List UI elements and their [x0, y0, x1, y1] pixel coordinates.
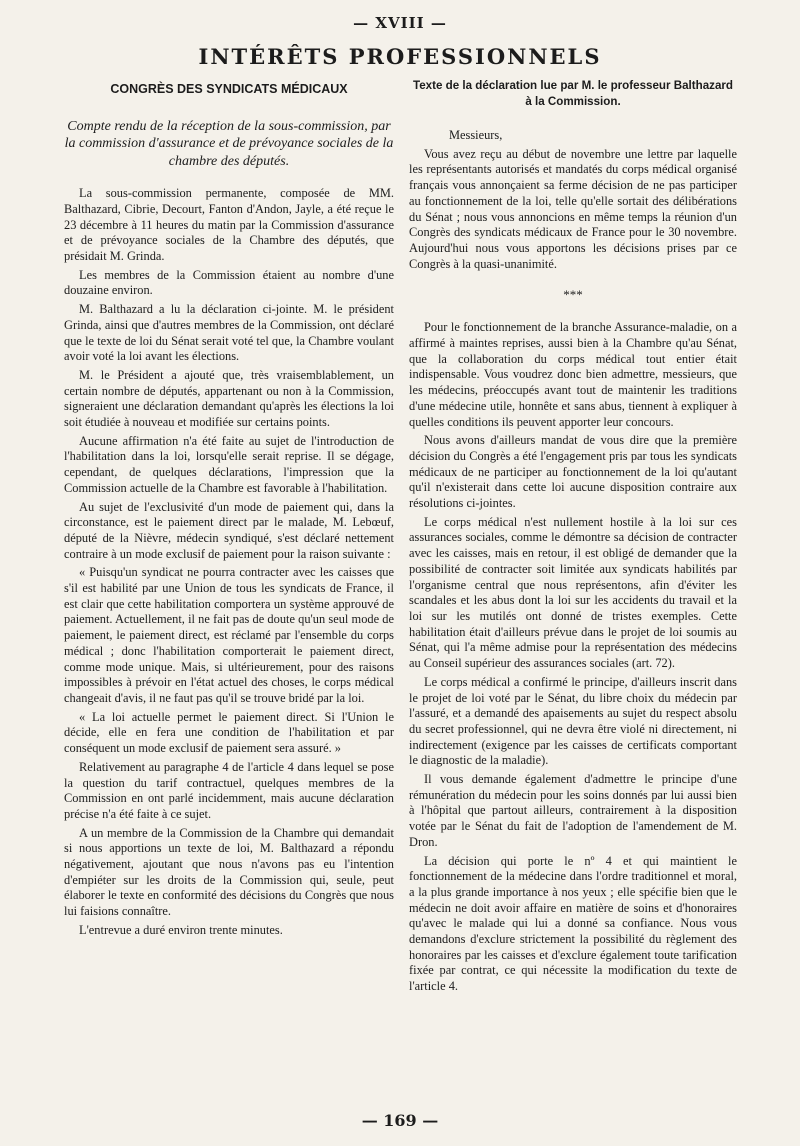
page-number: — 169 —: [361, 1111, 439, 1130]
left-paragraph: Les membres de la Commission étaient au nombre d'une douzaine environ.: [64, 267, 394, 298]
right-paragraph: Nous avons d'ailleurs mandat de vous dire que la première décision du Congrès a été l'engagement pris par tous les syndicats médicaux de ne participer au fonctionnement de la loi qu'autant qu'il n'existerait dans cette loi aucune disposition contraire aux résolutions ci-jointes.: [409, 433, 737, 511]
left-paragraph: « La loi actuelle permet le paiement direct. Si l'Union le décide, elle en fera une condition de l'habilitation et par conséquent un mode exclusif de paiement sera assuré. »: [64, 709, 394, 756]
congress-title: CONGRÈS DES SYNDICATS MÉDICAUX: [110, 82, 348, 96]
right-paragraph: Il vous demande également d'admettre le principe d'une rémunération du médecin pour les soins donnés par lui aussi bien à l'hôpital que partout ailleurs, contrairement à la disposition votée par le Sénat du fait de l'adoption de l'amendement de M. Dron.: [409, 772, 737, 849]
right-paragraph: Pour le fonctionnement de la branche Assurance-maladie, on a affirmé à maintes reprises, aussi bien à la Chambre qu'au Sénat, que la collaboration du corps médical tout entier était indispensable. Vous voudrez donc bien admettre, messieurs, que les médecins, préoccupés avant tout de maintenir les traditions d'une médecine utile, honnête et sans abus, tiennent à expliquer à quelles conditions ils peuvent apporter leur concours.: [409, 320, 737, 429]
page-roman-numeral: — XVIII —: [353, 14, 447, 32]
right-paragraph: Le corps médical n'est nullement hostile à la loi sur ces assurances sociales, comme le démontre sa décision de contracter avec les caisses, mais en retour, il est obligé de demander que la possibilité de contracter soit limitée aux syndicats habilités par l'organisme central que nous représentons, afin d'éviter les scandales et les abus dont la loi sur les accidents du travail et la loi sur les mutilés ont donné de tristes exemples. Cette habilitation était d'ailleurs prévue dans le projet de loi soumis au Sénat, qui l'a même admise pour la représentation des médecins au Conseil supérieur des assurances sociales (art. 72).: [409, 514, 737, 671]
left-paragraph: La sous-commission permanente, composée de MM. Balthazard, Cibrie, Decourt, Fanton d'Andon, Jayle, a été reçue le 23 décembre à 11 heures du matin par la Commission d'assurance et de prévoyance sociales de la Chambre des députés, que présidait M. Grinda.: [64, 186, 394, 264]
report-subtitle: Compte rendu de la réception de la sous-commission, par la commission d'assurance et de prévoyance sociales de la chambre des députés.: [64, 118, 394, 169]
left-paragraph: Au sujet de l'exclusivité d'un mode de paiement qui, dans la circonstance, est le paiement direct par le malade, M. Lebœuf, député de la Nièvre, médecin syndiqué, s'est déclaré nettement contraire à un mode exclusif de paiement pour la raison suivante :: [64, 499, 394, 561]
salutation: Messieurs,: [449, 128, 503, 142]
right-paragraph: La décision qui porte le nº 4 et qui maintient le fonctionnement de la médecine dans l'ordre traditionnel et moral, a la plus grande importance à nos yeux ; elle spécifie bien que le médecin ne doit avoir affaire en matière de soins et d'honoraires qu'avec le malade qui lui a donné sa confiance. Nous vous demandons d'exclure strictement la possibilité du règlement des honoraires par les caisses et d'exclure également toute tarification fixée par contrat, ce qui nécessite la modification du texte de l'article 4.: [409, 853, 737, 994]
left-paragraph: L'entrevue a duré environ trente minutes.: [79, 922, 283, 937]
left-paragraph: M. le Président a ajouté que, très vraisemblablement, un certain nombre de députés, appartenant ou non à la Commission, signeraient une déclaration demandant qu'après les élections la loi soit étudiée à nouveau et modifiée sur certains points.: [64, 367, 394, 430]
left-paragraph: A un membre de la Commission de la Chambre qui demandait si nous apportions un texte de loi, M. Balthazard a répondu négativement, ajoutant que nous n'avons pas eu l'intention d'empiéter sur les droits de la Commission qui, seule, peut élaborer le texte en conformité des décisions du Congrès que nous lui faisions connaître.: [64, 825, 394, 919]
right-paragraph: Le corps médical a confirmé le principe, d'ailleurs inscrit dans le projet de loi voté par le Sénat, du libre choix du médecin par l'assuré, et a demandé des apaisements au sujet du respect absolu du secret professionnel, qui ne devra être violé ni directement, ni indirectement (exigence par les caisses de certificats comportant le diagnostic de la maladie).: [409, 674, 737, 768]
section-title: INTÉRÊTS PROFESSIONNELS: [198, 44, 602, 69]
left-column: [64, 80, 394, 942]
right-column: [409, 80, 737, 998]
declaration-title: Texte de la déclaration lue par M. le professeur Balthazard à la Commission.: [413, 79, 733, 108]
right-intro-paragraph: Vous avez reçu au début de novembre une lettre par laquelle les représentants autorisés et mandatés du corps médical organisé français vous annonçaient sa ferme décision de ne pas participer au fonctionnement de la loi, telle qu'elle sortait des délibérations du Sénat ; nous vous annoncions en même temps la réunion d'un Congrès des syndicats médicaux de France pour le 30 novembre. Aujourd'hui nous vous apportons les décisions prises par ce Congrès à la quasi-unanimité.: [409, 146, 737, 271]
left-paragraph: Aucune affirmation n'a été faite au sujet de l'introduction de l'habilitation dans la loi, lorsqu'elle serait reprise. Il se dégage, cependant, de quelques déclarations, l'impression que la Commission actuelle de la Chambre est favorable à l'habilitation.: [64, 433, 394, 495]
left-paragraph: Relativement au paragraphe 4 de l'article 4 dans lequel se pose la question du tarif contractuel, quelques membres de la Commission en ont parlé incidemment, mais aucune déclaration précise n'a été faite à ce sujet.: [64, 759, 394, 821]
left-paragraph: M. Balthazard a lu la déclaration ci-jointe. M. le président Grinda, ainsi que d'autres membres de la Commission, ont déclaré que le texte de loi du Sénat serait voté tel que, la Chambre voulant avoir voté la loi avant les élections.: [64, 302, 394, 364]
left-paragraph: « Puisqu'un syndicat ne pourra contracter avec les caisses que s'il est habilité par une Union de tous les syndicats de France, il est clair que cette habilitation comportera un système approuvé de paiement. Actuellement, il ne fait pas de doute qu'un seul mode de paiement, le paiement direct, est réclamé par l'ensemble du corps médical ; donc l'habilitation comporterait le paiement direct, comme mode unique. Mais, si ultérieurement, pour des raisons impossibles à prévoir en l'état actuel des choses, le corps médical changeait d'avis, il ne faut pas qu'il se trouve bridé par la loi.: [64, 565, 394, 705]
section-separator-stars: ***: [563, 287, 583, 303]
